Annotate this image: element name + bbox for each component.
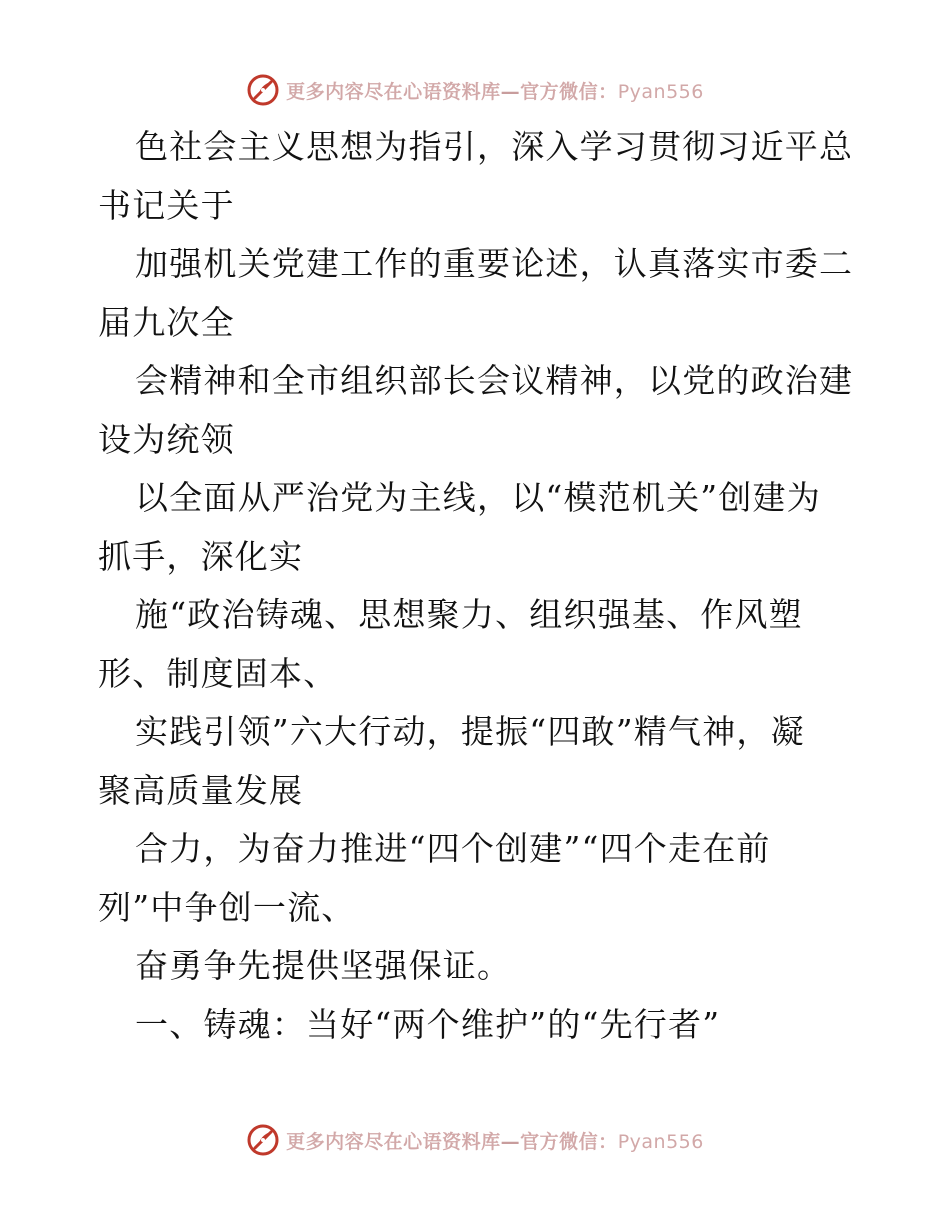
header-banner-wechat-id: Pyan556 — [617, 80, 704, 103]
body-line: 施“政治铸魂、思想聚力、组织强基、作风塑 — [135, 595, 803, 634]
body-line: 合力，为奋力推进“四个创建”“四个走在前 — [135, 829, 771, 868]
quill-logo-icon — [246, 1123, 280, 1157]
body-line: 书记关于 — [98, 185, 235, 225]
header-banner-title: 更多内容尽在心语资料库 — [286, 80, 501, 103]
header-banner-wechat-label: 官方微信： — [520, 80, 618, 103]
body-line: 聚高质量发展 — [98, 770, 304, 810]
body-line: 抓手，深化实 — [98, 536, 304, 576]
footer-banner-text — [286, 1127, 704, 1154]
quill-logo-icon — [246, 73, 280, 107]
header-banner-text — [286, 77, 704, 104]
body-line: 实践引领”六大行动，提振“四敢”精气神，凝 — [135, 712, 805, 751]
header-banner-separator: — — [500, 80, 521, 103]
footer-banner-wechat-label: 官方微信： — [520, 1130, 618, 1153]
body-line: 加强机关党建工作的重要论述，认真落实市委二 — [135, 244, 854, 283]
body-line: 以全面从严治党为主线，以“模范机关”创建为 — [135, 478, 821, 517]
body-line: 形、制度固本、 — [98, 653, 338, 693]
footer-banner-separator: — — [500, 1130, 521, 1153]
footer-banner-wechat-id: Pyan556 — [617, 1130, 704, 1153]
document-body — [98, 118, 858, 1054]
section-heading: 一、铸魂：当好“两个维护”的“先行者” — [135, 1004, 721, 1044]
body-line: 设为统领 — [98, 419, 235, 459]
body-line: 奋勇争先提供坚强保证。 — [135, 946, 512, 985]
footer-watermark-banner — [0, 1120, 950, 1160]
body-line: 色社会主义思想为指引，深入学习贯彻习近平总 — [135, 127, 854, 166]
header-watermark-banner — [0, 70, 950, 110]
body-line: 届九次全 — [98, 302, 235, 342]
footer-banner-title: 更多内容尽在心语资料库 — [286, 1130, 501, 1153]
body-line: 列”中争创一流、 — [98, 887, 356, 927]
body-line: 会精神和全市组织部长会议精神，以党的政治建 — [135, 361, 854, 400]
